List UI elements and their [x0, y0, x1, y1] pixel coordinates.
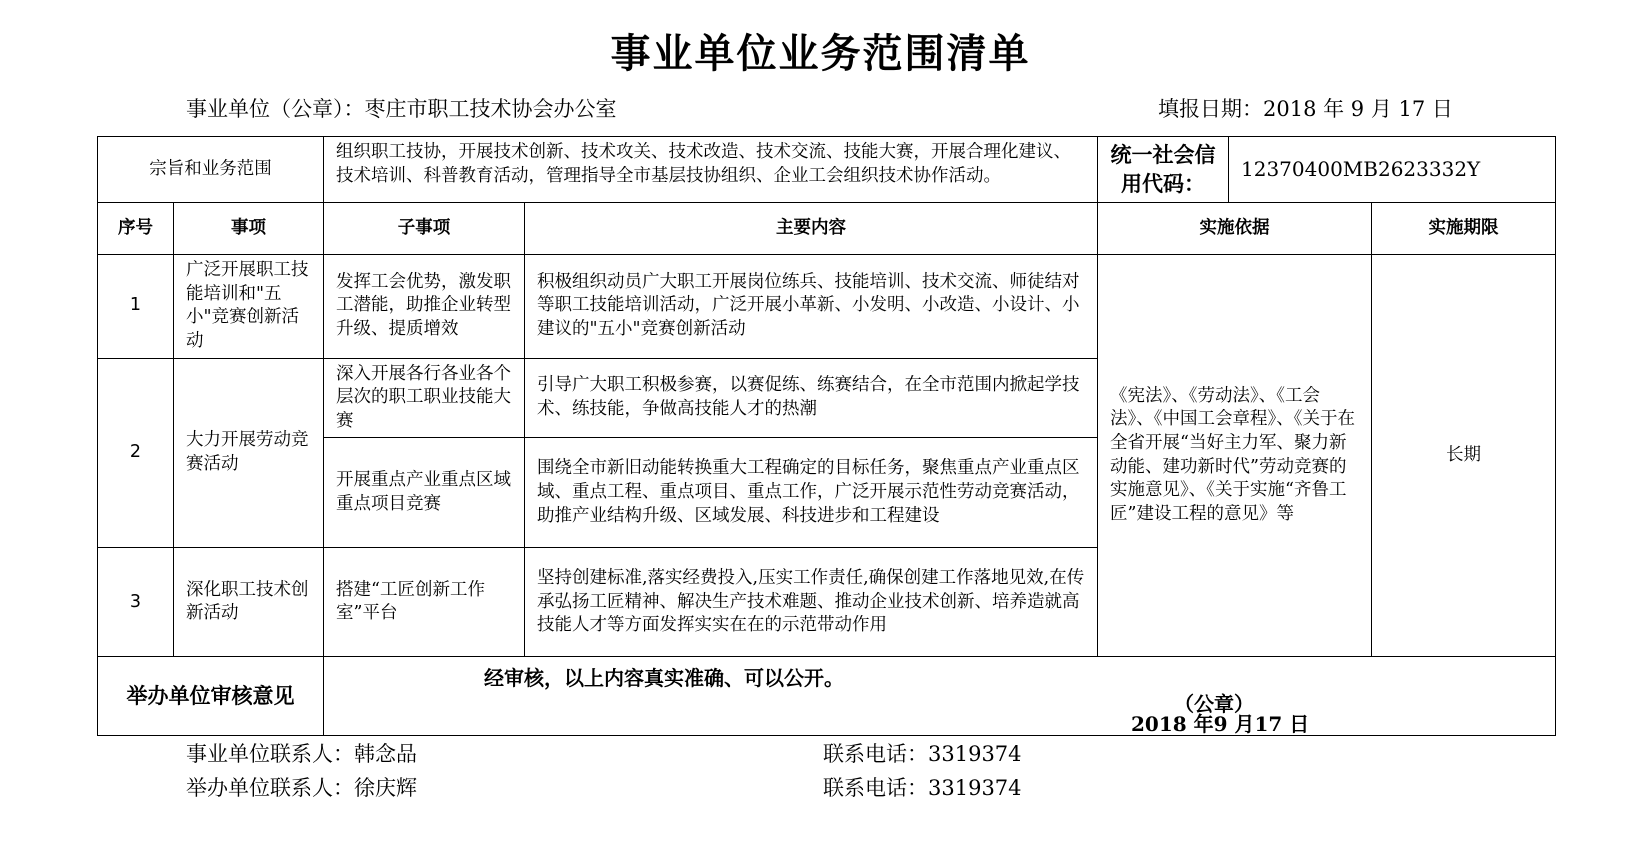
col-header-basis: 实施依据 [1098, 203, 1372, 255]
scope-label: 宗旨和业务范围 [98, 137, 324, 203]
unit-contact [186, 738, 417, 768]
row-number: 1 [98, 255, 174, 359]
business-scope-table [97, 136, 1556, 736]
credit-code-value: 12370400MB2623332Y [1229, 137, 1556, 203]
row-item: 广泛开展职工技能培训和"五小"竞赛创新活动 [174, 255, 324, 359]
phone-value: 3319374 [928, 742, 1022, 766]
contact-name: 徐庆辉 [354, 776, 417, 800]
implementation-period: 长期 [1372, 255, 1556, 657]
contact-name: 韩念品 [354, 742, 417, 766]
phone-value: 3319374 [928, 776, 1022, 800]
unit-label: 事业单位（公章）： [186, 97, 365, 121]
row-item: 大力开展劳动竞赛活动 [174, 358, 324, 548]
review-row [98, 657, 1556, 736]
credit-code-label: 统一社会信用代码： [1098, 137, 1229, 203]
col-header-item: 事项 [174, 203, 324, 255]
date-value: 2018 年 9 月 17 日 [1263, 97, 1453, 121]
sponsor-contact [186, 772, 417, 802]
seal-mark: （公章） [1174, 692, 1254, 717]
sponsor-contact-phone [823, 772, 1022, 802]
col-header-period: 实施期限 [1372, 203, 1556, 255]
review-label: 举办单位审核意见 [98, 657, 324, 736]
phone-label: 联系电话： [823, 776, 928, 800]
contact-label: 事业单位联系人： [186, 742, 354, 766]
table-row [98, 255, 1556, 359]
contact-label: 举办单位联系人： [186, 776, 354, 800]
row-content: 积极组织动员广大职工开展岗位练兵、技能培训、技术交流、师徒结对等职工技能培训活动，广泛开展小革新、小发明、小改造、小设计、小建议的"五小"竞赛创新活动 [525, 255, 1098, 359]
header-row [98, 203, 1556, 255]
row-sub-item: 开展重点产业重点区域重点项目竞赛 [324, 438, 525, 548]
row-sub-item: 发挥工会优势，激发职工潜能，助推企业转型升级、提质增效 [324, 255, 525, 359]
row-item: 深化职工技术创新活动 [174, 548, 324, 657]
row-content: 引导广大职工积极参赛，以赛促练、练赛结合，在全市范围内掀起学技术、练技能，争做高技能人才的热潮 [525, 358, 1098, 438]
row-sub-item: 深入开展各行各业各个层次的职工职业技能大赛 [324, 358, 525, 438]
phone-label: 联系电话： [823, 742, 928, 766]
row-number: 2 [98, 358, 174, 548]
scope-text: 组织职工技协，开展技术创新、技术攻关、技术改造、技术交流、技能大赛，开展合理化建议、技术培训、科普教育活动，管理指导全市基层技协组织、企业工会组织技术协作活动。 [324, 137, 1098, 203]
unit-contact-phone [823, 738, 1022, 768]
fill-date [1158, 93, 1453, 123]
col-header-no: 序号 [98, 203, 174, 255]
review-date: 2018 年9 月17 日 [1131, 712, 1310, 736]
col-header-content: 主要内容 [525, 203, 1098, 255]
implementation-basis: 《宪法》、《劳动法》、《工会法》、《中国工会章程》、《关于在全省开展“当好主力军、聚力新动能、建功新时代”劳动竞赛的实施意见》、《关于实施“齐鲁工匠”建设工程的意见》等 [1098, 255, 1372, 657]
review-opinion [324, 657, 1556, 736]
date-label: 填报日期： [1158, 97, 1263, 121]
col-header-sub: 子事项 [324, 203, 525, 255]
review-text: 经审核，以上内容真实准确、可以公开。 [484, 666, 844, 691]
unit-name: 枣庄市职工技术协会办公室 [364, 97, 617, 121]
row-number: 3 [98, 548, 174, 657]
unit-info [186, 93, 617, 123]
row-sub-item: 搭建“工匠创新工作室”平台 [324, 548, 525, 657]
page-title: 事业单位业务范围清单 [610, 30, 1031, 77]
row-content: 围绕全市新旧动能转换重大工程确定的目标任务，聚焦重点产业重点区域、重点工程、重点项目、重点工作，广泛开展示范性劳动竞赛活动，助推产业结构升级、区域发展、科技进步和工程建设 [525, 438, 1098, 548]
row-content: 坚持创建标准,落实经费投入,压实工作责任,确保创建工作落地见效,在传承弘扬工匠精神、解决生产技术难题、推动企业技术创新、培养造就高技能人才等方面发挥实实在在的示范带动作用 [525, 548, 1098, 657]
scope-row [98, 137, 1556, 203]
